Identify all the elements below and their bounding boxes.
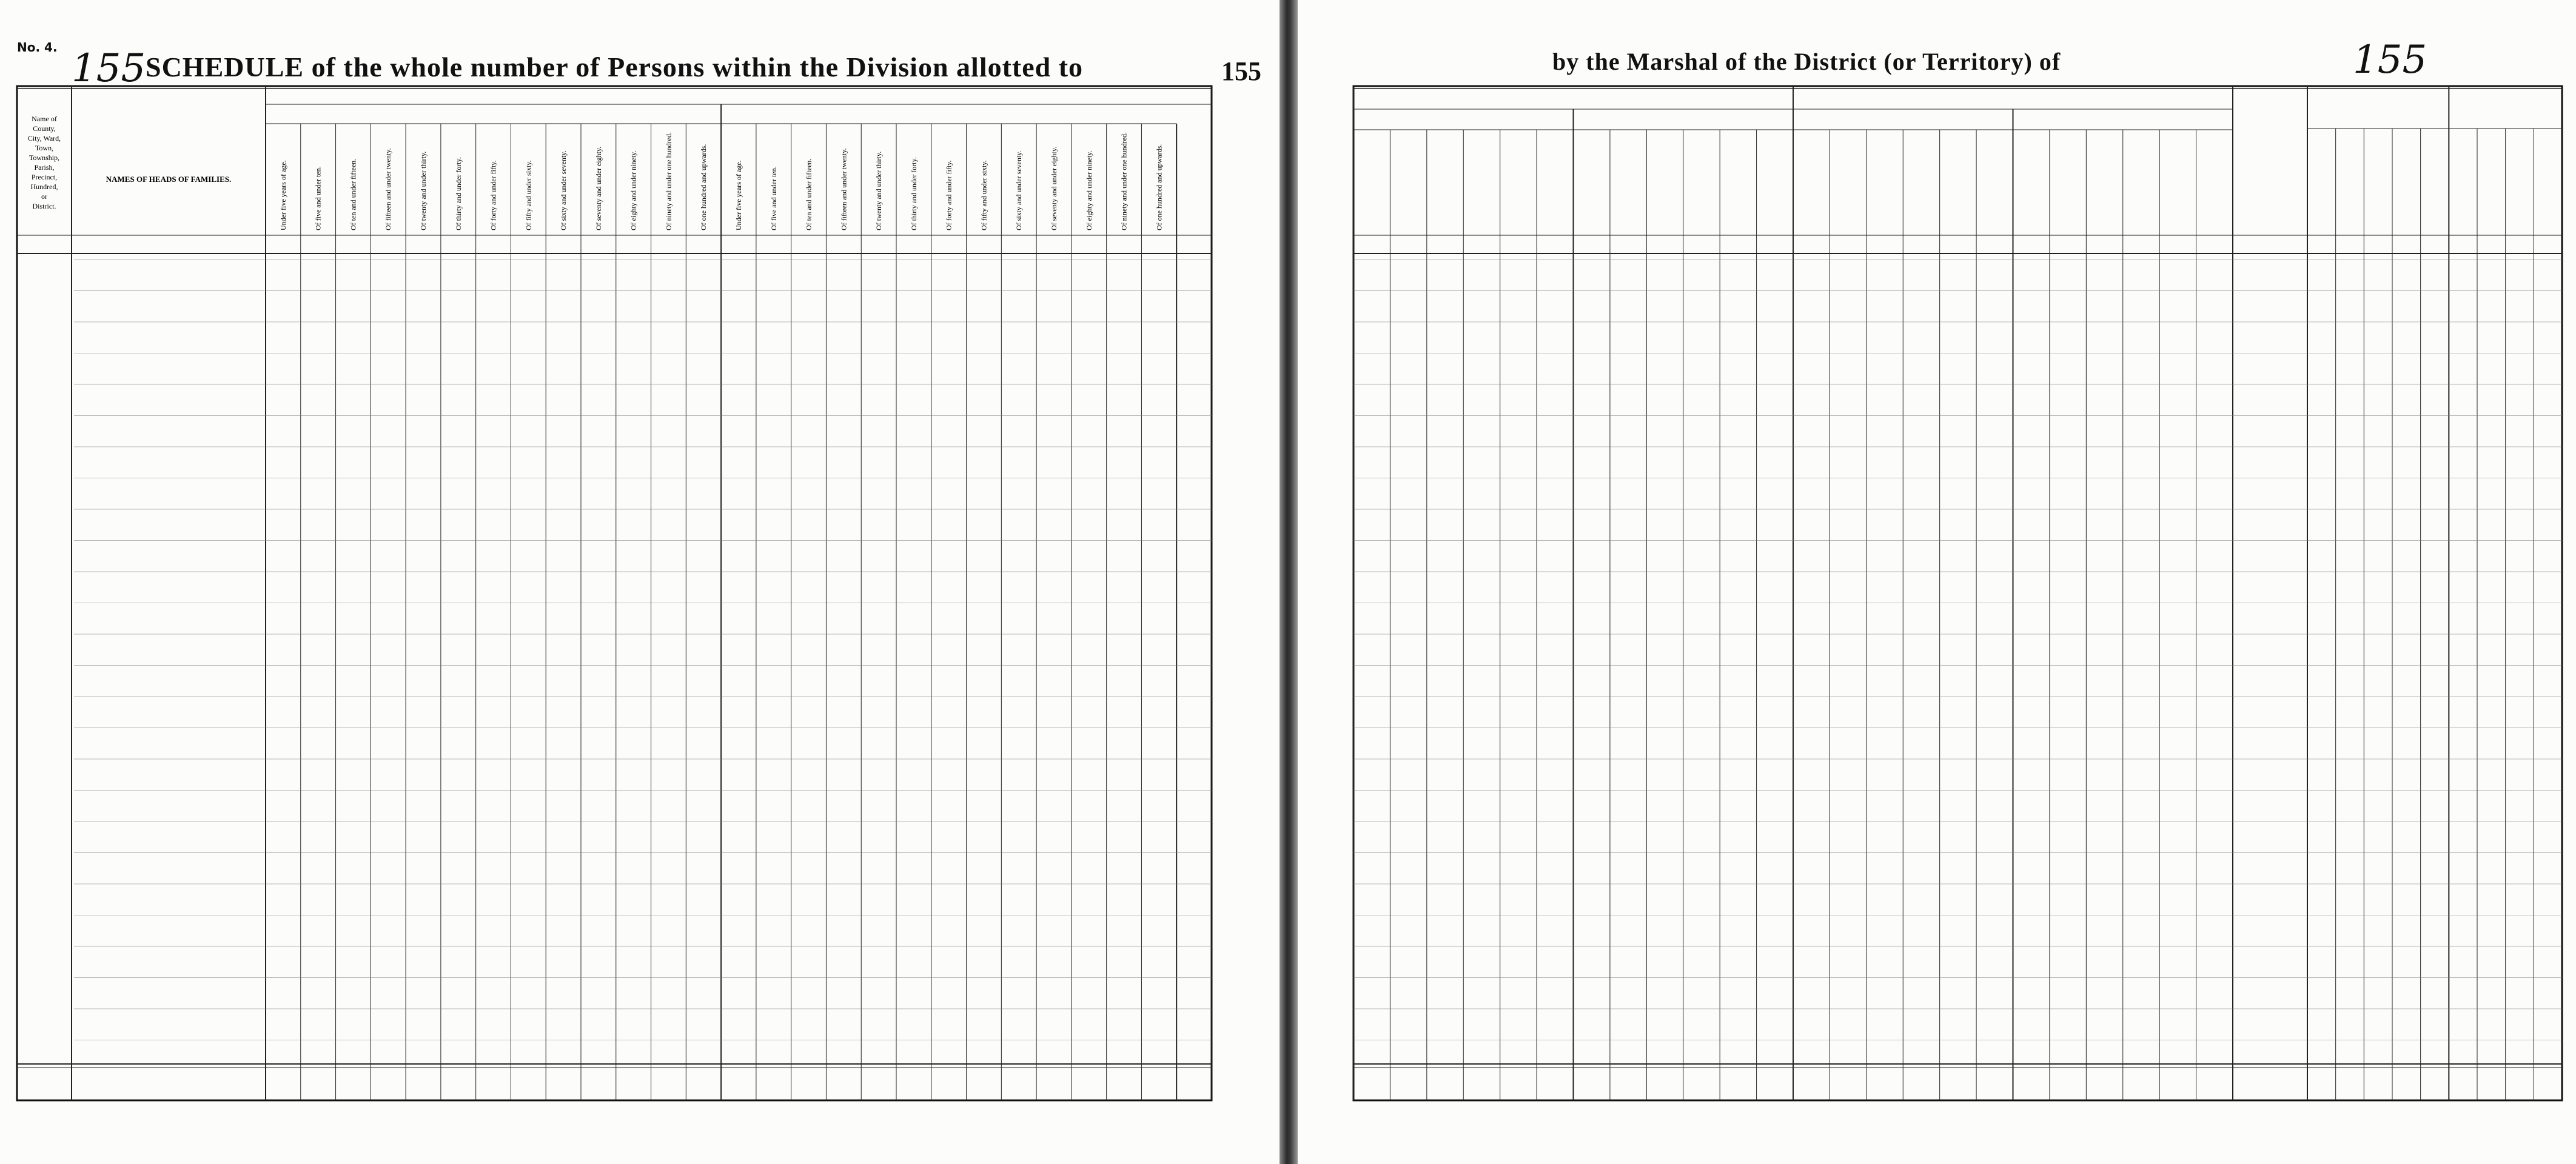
location-header-line: or [41,192,47,201]
male-age-header: Under five years of age. [278,160,287,230]
location-header-line: Precinct, [31,173,58,181]
location-header-line: County, [33,124,56,133]
left-page [0,0,1280,1164]
male-age-header: Of seventy and under eighty. [594,146,603,230]
male-age-header: Of sixty and under seventy. [559,150,568,230]
female-age-header: Of one hundred and upwards. [1155,144,1164,230]
names-header: NAMES OF HEADS OF FAMILIES. [106,175,232,184]
location-header-line: Town, [35,144,54,152]
male-age-header: Of five and under ten. [314,166,323,230]
location-header-line: City, Ward, [27,134,61,142]
male-age-header: Of one hundred and upwards. [699,144,708,230]
male-age-header: Of twenty and under thirty. [419,151,428,230]
female-age-header: Of sixty and under seventy. [1015,150,1024,230]
male-age-header: Of ten and under fifteen. [349,158,358,230]
male-age-header: Of fifty and under sixty. [524,160,533,230]
male-age-header: Of fifteen and under twenty. [384,148,393,230]
page-number-stamp: No. 4. [17,40,58,55]
female-age-header: Of eighty and under ninety. [1084,150,1093,230]
right-census-table [1298,0,2576,1164]
female-age-header: Of forty and under fifty. [944,160,953,230]
book-gutter [1280,0,1298,1164]
female-age-header: Of ninety and under one hundred. [1119,132,1129,230]
male-age-header: Of thirty and under forty. [454,157,463,230]
location-header-line: Township, [29,153,60,162]
location-header [28,115,61,210]
male-age-header: Of eighty and under ninety. [629,150,638,230]
table-frame [1353,86,2562,1100]
left-census-table [0,0,1280,1164]
location-header-line: Hundred, [30,182,58,191]
handwritten-page-number: 155 [72,46,146,91]
male-age-header: Of forty and under fifty. [489,160,498,230]
female-age-header: Under five years of age. [734,160,743,230]
female-age-header: Of fifty and under sixty. [979,160,988,230]
male-age-header: Of ninety and under one hundred. [664,132,673,230]
female-age-header: Of ten and under fifteen. [804,158,813,230]
printed-page-number: 155 [1221,56,1261,86]
female-age-header: Of seventy and under eighty. [1050,146,1058,230]
marshal-title: by the Marshal of the District (or Territory) of [1552,48,2061,75]
female-age-header: Of five and under ten. [769,166,778,230]
female-age-header: Of twenty and under thirty. [874,151,884,230]
female-age-header: Of fifteen and under twenty. [839,148,848,230]
location-header-line: Parish, [34,163,55,172]
female-age-header: Of thirty and under forty. [909,157,918,230]
location-header-line: District. [32,202,56,210]
location-header-line: Name of [32,115,57,123]
right-page [1298,0,2576,1164]
table-frame [17,86,1212,1100]
schedule-title: SCHEDULE of the whole number of Persons within the Division allotted to [146,52,1084,82]
handwritten-page-number-right: 155 [2353,38,2427,82]
